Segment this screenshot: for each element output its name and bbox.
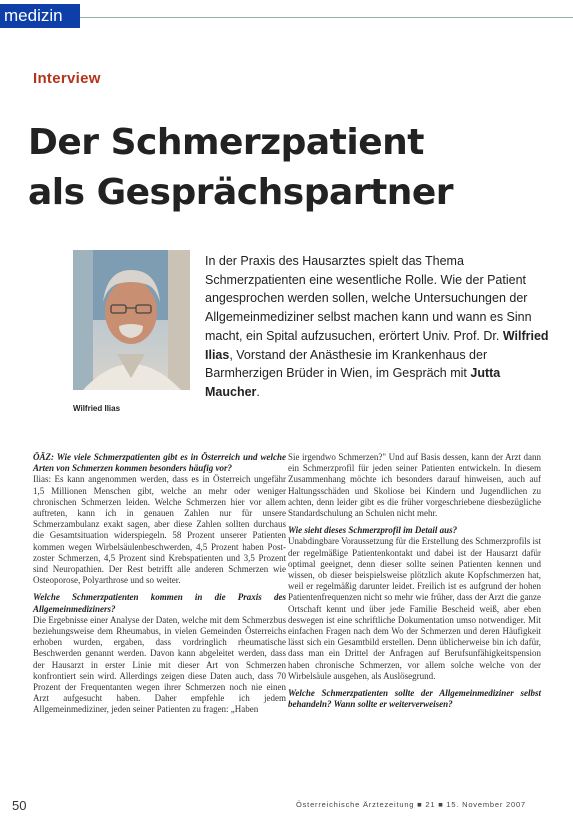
portrait-illustration bbox=[73, 250, 190, 390]
answer: Ilias: Es kann angenommen werden, dass es in Österreich ungefähr 1,5 Millionen Menschen gibt, welche an mehr oder weniger chronischen Schmerzen leiden. Welche Schmerzen hier vor allem auftreten, kann ich in genauen Zahlen nur für unsere Schmerzambulanz exakt sagen, aber diese Zahlen sollten durchaus die Gesamtsituation widerspiegeln. 58 Prozent unserer Patienten kommen wegen Wirbelsäulenbeschwerden, 4,5 Prozent haben Post-zoster Schmerzen, 4,5 Prozent sind Krebspatienten und 3,5 Prozent sind Neuropathien. Der Rest betrifft alle anderen Schmerzen wie Osteoporose, Polyarthrose und so weiter. bbox=[33, 474, 286, 586]
footer-journal: Österreichische Ärztezeitung ■ 21 ■ 15. November 2007 bbox=[296, 800, 526, 809]
question: Welche Schmerzpatienten sollte der Allgemeinmediziner selbst behandeln? Wann sollte er weiterverweisen? bbox=[288, 688, 541, 710]
portrait-photo bbox=[73, 250, 190, 390]
right-column bbox=[288, 452, 541, 710]
kicker: Interview bbox=[33, 70, 101, 87]
section-tab: medizin bbox=[0, 4, 80, 28]
photo-caption: Wilfried Ilias bbox=[73, 404, 121, 413]
answer: Unabdingbare Voraussetzung für die Erstellung des Schmerzprofils ist der regelmäßige Patientenkontakt und dabei ist der Hausarzt dafür optimal geeignet, denn dieser sollte seinen Patienten kennen und wissen, ob dieser beispielsweise plötzlich akute Kopfschmerzen hat, weil er regelmäßig darunter leidet. Freilich ist es aufgrund der hohen Patientenfrequenzen nicht so mehr wie früher, dass der Arzt die ganze Ortschaft kennt und über jede Familie Bescheid weiß, aber eben deswegen ist eine schriftliche Dokumentation umso notwendiger. Mit einfachen Fragen nach dem Wo der Schmerzen und deren Häufigkeit lässt sich ein Gesamtbild erstellen. Denn üblicherweise bin ich dafür, dass man ein Drittel der Anfragen auf Berufsunfähigkeitspension haben chronische Schmerzen, vor allem solche welche von der Wirbelsäule ausgehen, als Auslösegrund. bbox=[288, 536, 541, 681]
intro-paragraph bbox=[205, 252, 550, 402]
intro-text-3: . bbox=[256, 384, 260, 399]
answer: Sie irgendwo Schmerzen?" Und auf Basis dessen, kann der Arzt dann ein Schmerzprofil für jeden seiner Patienten entwickeln. In diesem Zusammenhang möchte ich besonders darauf hinweisen, auch auf Haltungsschäden und Skoliose bei Kindern und Jugendlichen zu achten, denn leider gibt es die früher vorgeschriebene diesbezügliche Standardschulung an Schulen nicht mehr. bbox=[288, 452, 541, 519]
answer: Die Ergebnisse einer Analyse der Daten, welche mit dem Schmerzbus beziehungsweise dem Rheumabus, in vielen Gemeinden Österreichs erhoben wurden, ergaben, dass vordringlich rheumatische Beschwerden genannt werden. Davon kann abgeleitet werden, dass der Hausarzt in erster Linie mit dieser Art von Schmerzen konfrontiert sein wird. Allerdings zeigen diese Daten auch, dass 70 Prozent der Frequentanten wegen ihrer Schmerzen noch nie einen Arzt aufgesucht haben. Daher empfehle ich jedem Allgemeinmediziner, jeden seiner Patienten zu fragen: „Haben bbox=[33, 614, 286, 715]
intro-text-1: In der Praxis des Hausarztes spielt das Thema Schmerzpatienten eine wesentliche Rolle. Wie der Patient angesprochen werden sollen, welche Untersuchungen der Allgemeinmediziner selbst machen kann und wann es Sinn macht, ein Spital aufzusuchen, erörtert Univ. Prof. Dr. bbox=[205, 254, 532, 343]
intro-name-interviewee: Wilfried Ilias bbox=[205, 328, 549, 362]
intro-name-interviewer: Jutta Maucher bbox=[205, 366, 501, 399]
left-column bbox=[33, 452, 286, 716]
question: Welche Schmerzpatienten kommen in die Praxis des Allgemeinmediziners? bbox=[33, 592, 286, 614]
intro-text-2: , Vorstand der Anästhesie im Krankenhaus der Barmherzigen Brüder in Wien, im Gespräch mit bbox=[205, 347, 488, 381]
header-rule bbox=[80, 17, 573, 18]
page-number: 50 bbox=[12, 798, 27, 813]
question: ÖÄZ: Wie viele Schmerzpatienten gibt es in Österreich und welche Arten von Schmerzen kommen besonders häufig vor? bbox=[33, 452, 286, 474]
title-line-2: als Gesprächspartner bbox=[28, 172, 454, 213]
title-line-1: Der Schmerzpatient bbox=[28, 122, 424, 163]
question: Wie sieht dieses Schmerzprofil im Detail aus? bbox=[288, 525, 458, 536]
article-title bbox=[28, 118, 548, 218]
